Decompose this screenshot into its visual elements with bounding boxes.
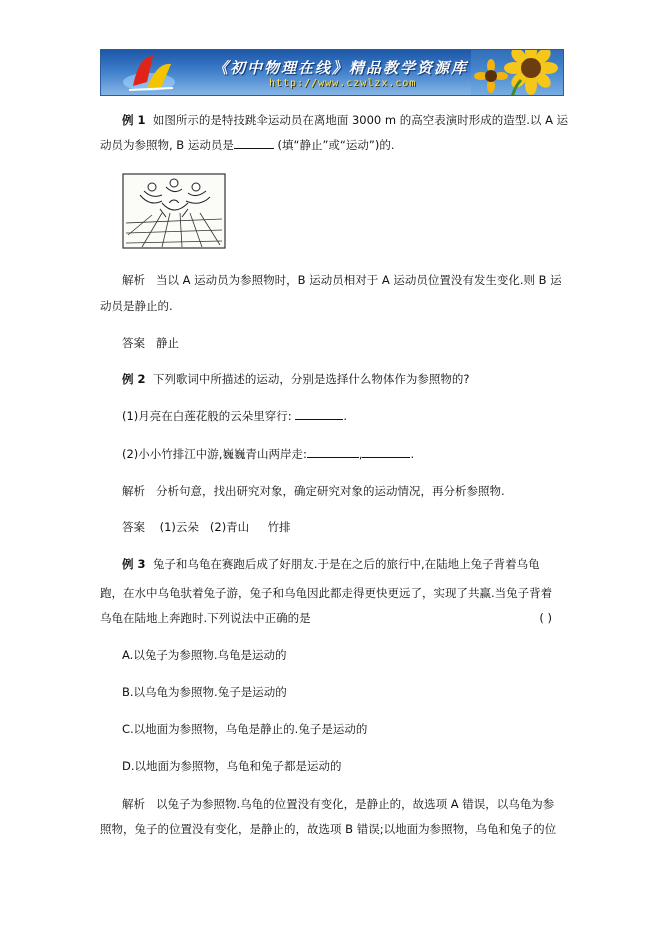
ex1-answer — [122, 331, 562, 355]
ex2-answer — [122, 515, 562, 539]
ex1-text-1: 如图所示的是特技跳伞运动员在离地面 3000 m 的高空表演时形成的造型.以 A 运 — [152, 113, 569, 127]
ex3-analysis-label: 解析 — [122, 797, 145, 811]
ex3-line2: 跑，在水中乌龟驮着兔子游，兔子和乌龟因此都走得更快更远了，实现了共赢.当兔子背着 — [100, 586, 553, 600]
ex2-q2: (2)小小竹排江中游,巍巍青山两岸走: , . — [122, 447, 415, 461]
ex2-label: 例 2 — [122, 372, 146, 386]
ex3-text-3: 乌龟在陆地上奔跑时.下列说法中正确的是 — [100, 611, 311, 625]
ex2-answer-1: (1)云朵 — [159, 520, 199, 534]
ex2-q1-blank[interactable] — [295, 407, 343, 420]
ex3-option-d: D.以地面为参照物，乌龟和兔子都是运动的 — [122, 759, 342, 773]
banner-url: http://www.czwlzx.com — [269, 78, 417, 89]
site-logo-icon — [121, 52, 181, 94]
ex1-label: 例 1 — [122, 113, 146, 127]
ex3-line3 — [100, 606, 562, 630]
ex3-line1 — [122, 552, 562, 576]
banner-title: 《初中物理在线》精品教学资源库 — [213, 59, 469, 77]
ex3-option-a: A.以兔子为参照物.乌龟是运动的 — [122, 648, 287, 662]
sunflower-icon — [471, 49, 563, 96]
ex2-answer-2: (2)青山 — [209, 520, 250, 534]
ex3-label: 例 3 — [122, 557, 146, 571]
ex2-analysis-label: 解析 — [122, 484, 145, 498]
ex1-text-2b: (填“静止”或“运动”)的. — [277, 138, 395, 152]
ex2-question — [122, 367, 562, 391]
ex3-analysis-text-1: 以兔子为参照物.乌龟的位置没有变化，是静止的，故选项 A 错误，以乌龟为参 — [155, 797, 555, 811]
ex1-line1 — [122, 108, 569, 132]
ex3-option-c: C.以地面为参照物，乌龟是静止的.兔子是运动的 — [122, 722, 368, 736]
ex1-analysis-text-1: 当以 A 运动员为参照物时，B 运动员相对于 A 运动员位置没有发生变化.则 B 运 — [155, 273, 562, 287]
ex1-answer-value: 静止 — [155, 336, 179, 350]
ex3-analysis-line2: 照物，兔子的位置没有变化，是静止的，故选项 B 错误;以地面为参照物，乌龟和兔子的位 — [100, 822, 557, 836]
ex3-text-1: 兔子和乌龟在赛跑后成了好朋友.于是在之后的旅行中,在陆地上兔子背着乌龟 — [152, 557, 540, 571]
ex2-question-text: 下列歌词中所描述的运动，分别是选择什么物体作为参照物的? — [152, 372, 470, 386]
ex1-analysis-label: 解析 — [122, 273, 145, 287]
ex2-q2-blank-2[interactable] — [362, 445, 410, 458]
ex2-q1: (1)月亮在白莲花般的云朵里穿行: . — [122, 409, 347, 423]
skydivers-figure — [122, 173, 226, 249]
ex1-blank[interactable] — [234, 136, 274, 149]
ex1-analysis-line2: 动员是静止的. — [100, 299, 173, 313]
ex1-text-2a: 动员为参照物, B 运动员是 — [100, 138, 234, 152]
ex2-q2-blank-1[interactable] — [307, 445, 359, 458]
header-banner — [100, 49, 564, 96]
ex2-answer-label: 答案 — [122, 520, 145, 534]
ex1-analysis-line1 — [122, 268, 562, 292]
answer-paren[interactable]: ( ) — [539, 611, 552, 625]
ex3-analysis-line1 — [122, 792, 562, 816]
ex2-answer-3: 竹排 — [267, 520, 291, 534]
ex2-q1-text: (1)月亮在白莲花般的云朵里穿行: — [122, 409, 292, 423]
ex2-analysis — [122, 479, 562, 503]
ex2-analysis-text: 分析句意，找出研究对象，确定研究对象的运动情况，再分析参照物. — [155, 484, 505, 498]
ex1-answer-label: 答案 — [122, 336, 145, 350]
ex3-option-b: B.以乌龟为参照物.兔子是运动的 — [122, 685, 287, 699]
ex1-line2 — [100, 133, 540, 157]
ex2-q2-text: (2)小小竹排江中游,巍巍青山两岸走: — [122, 447, 307, 461]
